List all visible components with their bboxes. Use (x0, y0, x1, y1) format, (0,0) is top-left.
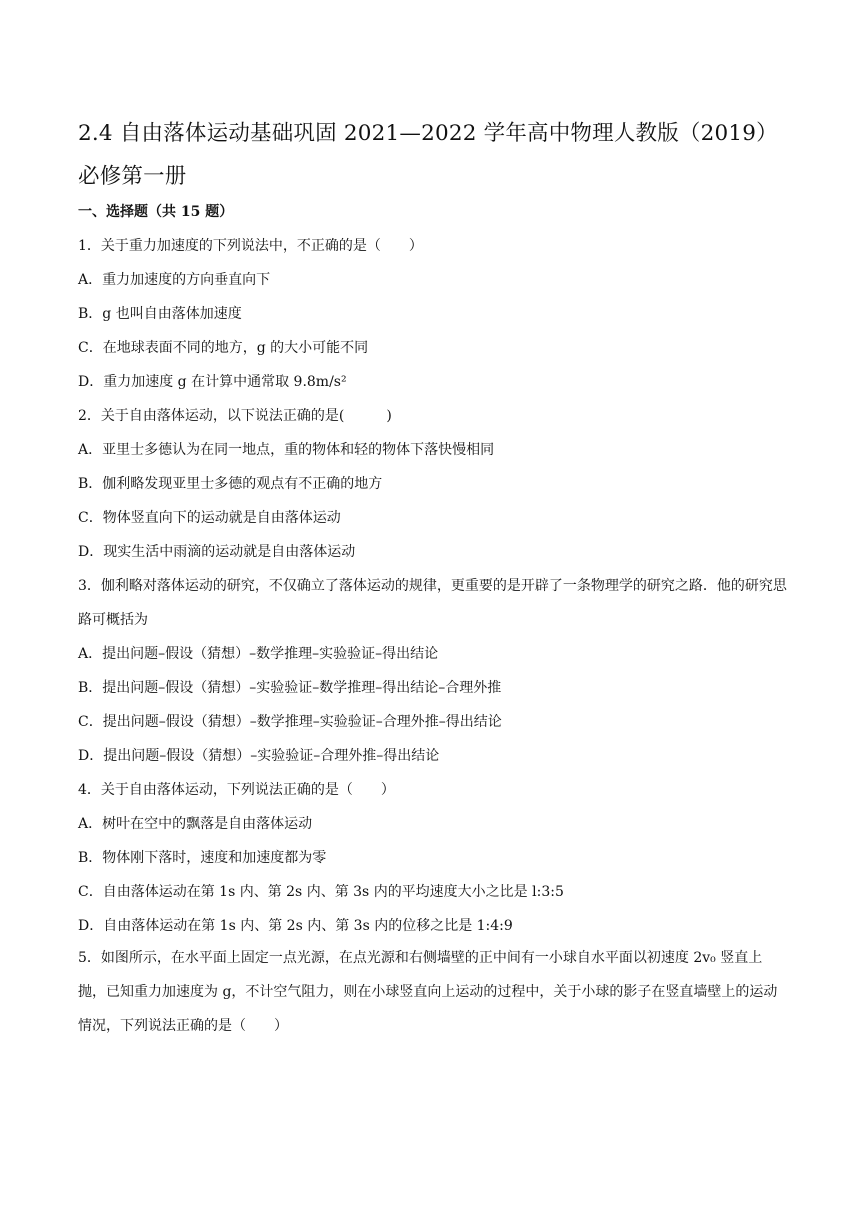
question-1-option-d: D．重力加速度 g 在计算中通常取 9.8m/s² (78, 374, 347, 390)
question-4-option-d: D．自由落体运动在第 1s 内、第 2s 内、第 3s 内的位移之比是 1:4:9 (78, 918, 513, 934)
question-2-option-c: C．物体竖直向下的运动就是自由落体运动 (78, 510, 341, 526)
question-4-option-c: C．自由落体运动在第 1s 内、第 2s 内、第 3s 内的平均速度大小之比是 l:3:5 (78, 884, 564, 900)
question-2-stem: 2．关于自由落体运动，以下说法正确的是( ) (78, 408, 392, 424)
question-3-option-b: B．提出问题–假设（猜想）–实验验证–数学推理–得出结论–合理外推 (78, 680, 502, 696)
question-1-option-b: B．g 也叫自由落体加速度 (78, 306, 242, 322)
question-2-option-b: B．伽利略发现亚里士多德的观点有不正确的地方 (78, 476, 383, 492)
question-3-stem: 3．伽利略对落体运动的研究，不仅确立了落体运动的规律，更重要的是开辟了一条物理学的研究之路．他的研究思路可概括为 (78, 578, 787, 628)
question-3-option-c: C．提出问题–假设（猜想）–数学推理–实验验证–合理外推–得出结论 (78, 714, 502, 730)
question-4-option-a: A．树叶在空中的飘落是自由落体运动 (78, 816, 313, 832)
section-heading: 一、选择题（共 15 题） (78, 204, 234, 220)
question-1-option-c: C．在地球表面不同的地方，g 的大小可能不同 (78, 340, 369, 356)
document-title: 2.4 自由落体运动基础巩固 2021—2022 学年高中物理人教版（2019）必修第一册 (78, 121, 778, 189)
question-3-option-a: A．提出问题–假设（猜想）–数学推理–实验验证–得出结论 (78, 646, 439, 662)
question-3-option-d: D．提出问题–假设（猜想）–实验验证–合理外推–得出结论 (78, 748, 440, 764)
question-1-option-a: A．重力加速度的方向垂直向下 (78, 272, 271, 288)
question-1-stem: 1．关于重力加速度的下列说法中，不正确的是（ ） (78, 238, 423, 254)
question-4-option-b: B．物体刚下落时，速度和加速度都为零 (78, 850, 327, 866)
question-2-option-a: A．亚里士多德认为在同一地点，重的物体和轻的物体下落快慢相同 (78, 442, 495, 458)
question-5-stem: 5．如图所示，在水平面上固定一点光源，在点光源和右侧墙壁的正中间有一小球自水平面以初速度 2v₀ 竖直上抛，已知重力加速度为 g，不计空气阻力，则在小球竖直向上运动的过程中，关于小球的影子在竖直墙壁上的运动情况，下列说法正确的是（ ） (78, 950, 778, 1034)
question-4-stem: 4．关于自由落体运动，下列说法正确的是（ ） (78, 782, 395, 798)
question-2-option-d: D．现实生活中雨滴的运动就是自由落体运动 (78, 544, 356, 560)
